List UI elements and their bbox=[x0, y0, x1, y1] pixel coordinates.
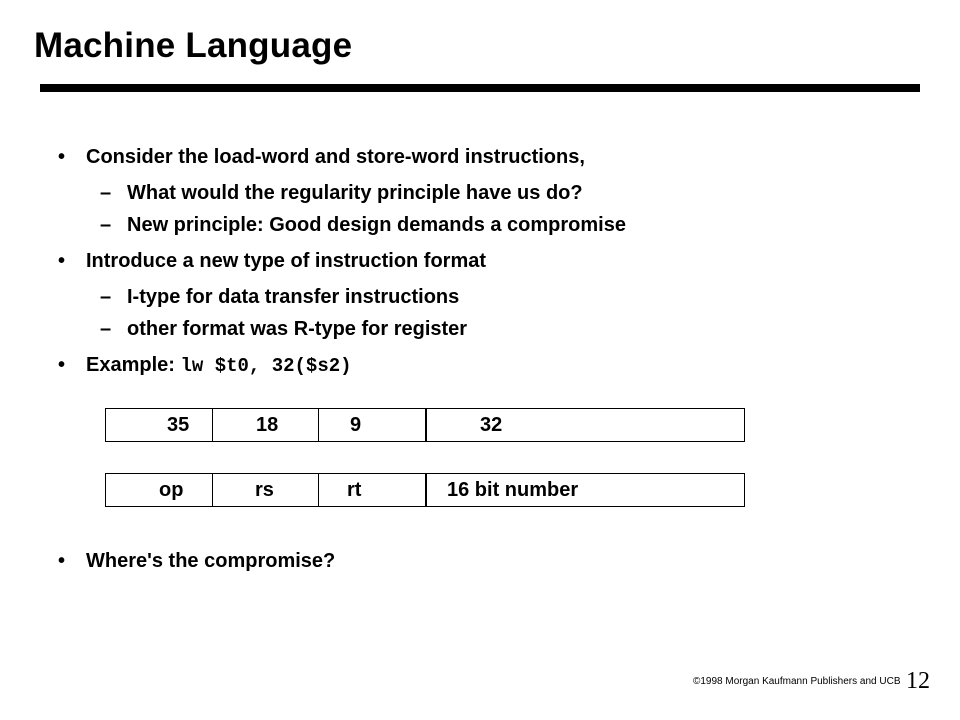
slide-title: Machine Language bbox=[34, 26, 353, 65]
subbullet-i-type: I-type for data transfer instructions bbox=[127, 286, 460, 308]
value-rs: 18 bbox=[256, 414, 279, 436]
page-number: 12 bbox=[906, 668, 930, 694]
field-immediate: 16 bit number bbox=[447, 479, 579, 501]
example-label: Example: bbox=[86, 354, 175, 376]
bullet-marker: • bbox=[58, 354, 66, 376]
value-immediate: 32 bbox=[480, 414, 503, 436]
dash-marker: – bbox=[100, 286, 112, 308]
bullet-new-format: Introduce a new type of instruction format bbox=[86, 250, 487, 272]
value-rt: 9 bbox=[350, 414, 362, 436]
bullet-compromise: Where's the compromise? bbox=[86, 550, 336, 572]
instruction-fields-box bbox=[105, 473, 745, 507]
dash-marker: – bbox=[100, 214, 112, 236]
subbullet-r-type: other format was R-type for register bbox=[127, 318, 468, 340]
instruction-values-box bbox=[105, 408, 745, 442]
bullet-marker: • bbox=[58, 550, 66, 572]
subbullet-new-principle: New principle: Good design demands a compromise bbox=[127, 214, 626, 236]
bullet-consider: Consider the load-word and store-word instructions, bbox=[86, 146, 585, 168]
bullet-example bbox=[86, 354, 352, 377]
value-op: 35 bbox=[167, 414, 190, 436]
copyright-footer: ©1998 Morgan Kaufmann Publishers and UCB bbox=[693, 676, 901, 687]
bullet-marker: • bbox=[58, 146, 66, 168]
subbullet-regularity: What would the regularity principle have us do? bbox=[127, 182, 583, 204]
example-code: lw $t0, 32($s2) bbox=[180, 355, 352, 377]
dash-marker: – bbox=[100, 182, 112, 204]
field-op: op bbox=[159, 479, 184, 501]
title-underline bbox=[40, 84, 920, 92]
field-rt: rt bbox=[347, 479, 362, 501]
field-rs: rs bbox=[255, 479, 274, 501]
dash-marker: – bbox=[100, 318, 112, 340]
bullet-marker: • bbox=[58, 250, 66, 272]
